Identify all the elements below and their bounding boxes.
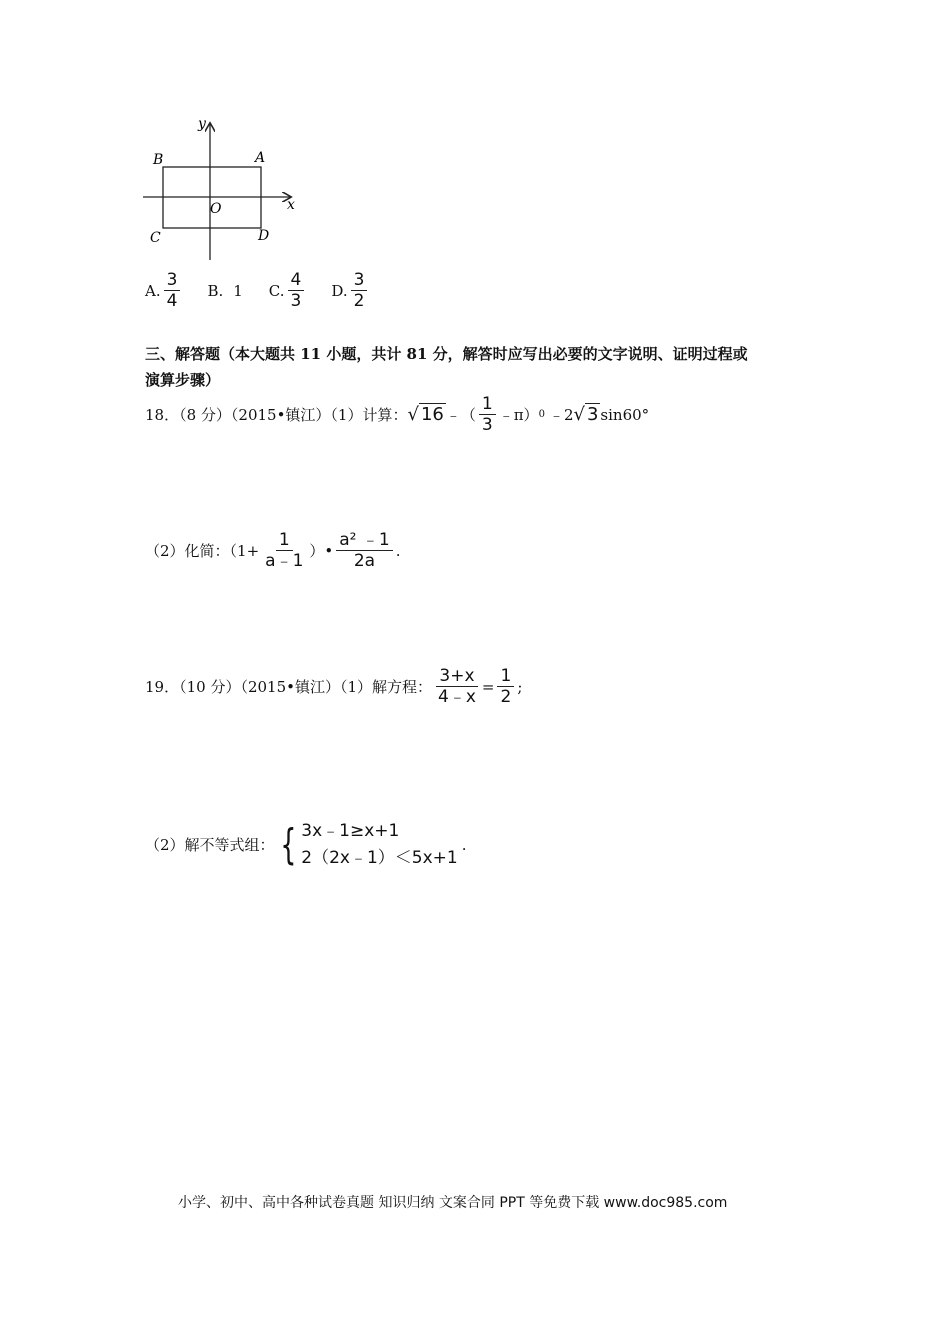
label-y: y: [198, 116, 206, 132]
q18-part2-end: .: [395, 541, 401, 560]
section-heading-line1: 三、解答题（本大题共 11 小题，共计 81 分，解答时应写出必要的文字说明、证明过程或: [145, 345, 748, 363]
page-footer: 小学、初中、高中各种试卷真题 知识归纳 文案合同 PPT 等免费下载 www.doc985.com: [178, 1195, 728, 1211]
q18-part2-fraction2: $\frac{\text{a² ﹣1}}{2a}$: [336, 530, 392, 571]
choice-b-letter: B.: [207, 281, 224, 300]
inequality-1: 3x﹣1≥x+1: [301, 821, 400, 841]
choice-c-fraction: $\frac{4}{3}$: [288, 270, 305, 311]
q18-tail: sin60°: [600, 405, 650, 424]
q18-fraction: $\frac{1}{3}$: [479, 394, 496, 435]
q18-sqrt-3: √ 3: [573, 403, 599, 425]
q19-rhs-fraction: $\frac{1}{2}$: [497, 666, 514, 707]
q18-minus2: ﹣2: [548, 405, 574, 424]
label-x: x: [287, 197, 295, 213]
choice-a-fraction: $\frac{3}{4}$: [164, 270, 181, 311]
label-a: A: [255, 150, 266, 166]
q18-exponent: 0: [538, 408, 545, 420]
q19-part2-end: .: [461, 836, 467, 854]
label-b: B: [153, 152, 164, 168]
q18-part2-mid: ）•: [309, 541, 334, 560]
system-brace: {: [279, 820, 296, 869]
answer-choices: [145, 270, 370, 311]
question-18-part2: [145, 530, 400, 571]
q19-part2-prefix: （2）解不等式组：: [145, 836, 275, 854]
q18-minus-pi: ﹣π）: [498, 405, 539, 424]
inequality-2: 2（2x﹣1）＜5x+1: [301, 848, 458, 868]
choice-c-letter: C.: [268, 281, 285, 300]
section-heading-line2: 演算步骤）: [145, 371, 221, 389]
q19-prefix: 19．（10 分）（2015•镇江）（1）解方程：: [145, 677, 433, 696]
q18-part2-fraction1: $\frac{1}{a﹣1}$: [265, 530, 304, 571]
q18-prefix: 18．（8 分）（2015•镇江）（1）计算：: [145, 405, 408, 424]
q19-end: ;: [517, 677, 523, 696]
inequality-system: [301, 818, 457, 872]
question-19-part1: [145, 666, 522, 707]
question-19-part2: [145, 818, 467, 872]
q19-lhs-fraction: $\frac{3+x}{4﹣x}$: [438, 666, 476, 707]
choice-a-letter: A.: [145, 281, 161, 300]
choice-b-value: 1: [233, 281, 243, 300]
q18-sqrt-16: √ 16: [407, 403, 444, 425]
label-d: D: [258, 228, 270, 244]
choice-d-fraction: $\frac{3}{2}$: [351, 270, 368, 311]
choice-d-letter: D.: [331, 281, 348, 300]
coordinate-figure: [138, 112, 308, 264]
q18-minus1: ﹣（: [445, 405, 476, 424]
question-18-part1: [145, 394, 649, 435]
label-o: O: [210, 201, 222, 217]
q18-part2-prefix: （2）化简：（1+: [145, 541, 260, 560]
label-c: C: [150, 230, 161, 246]
q19-equals: =: [481, 677, 495, 696]
